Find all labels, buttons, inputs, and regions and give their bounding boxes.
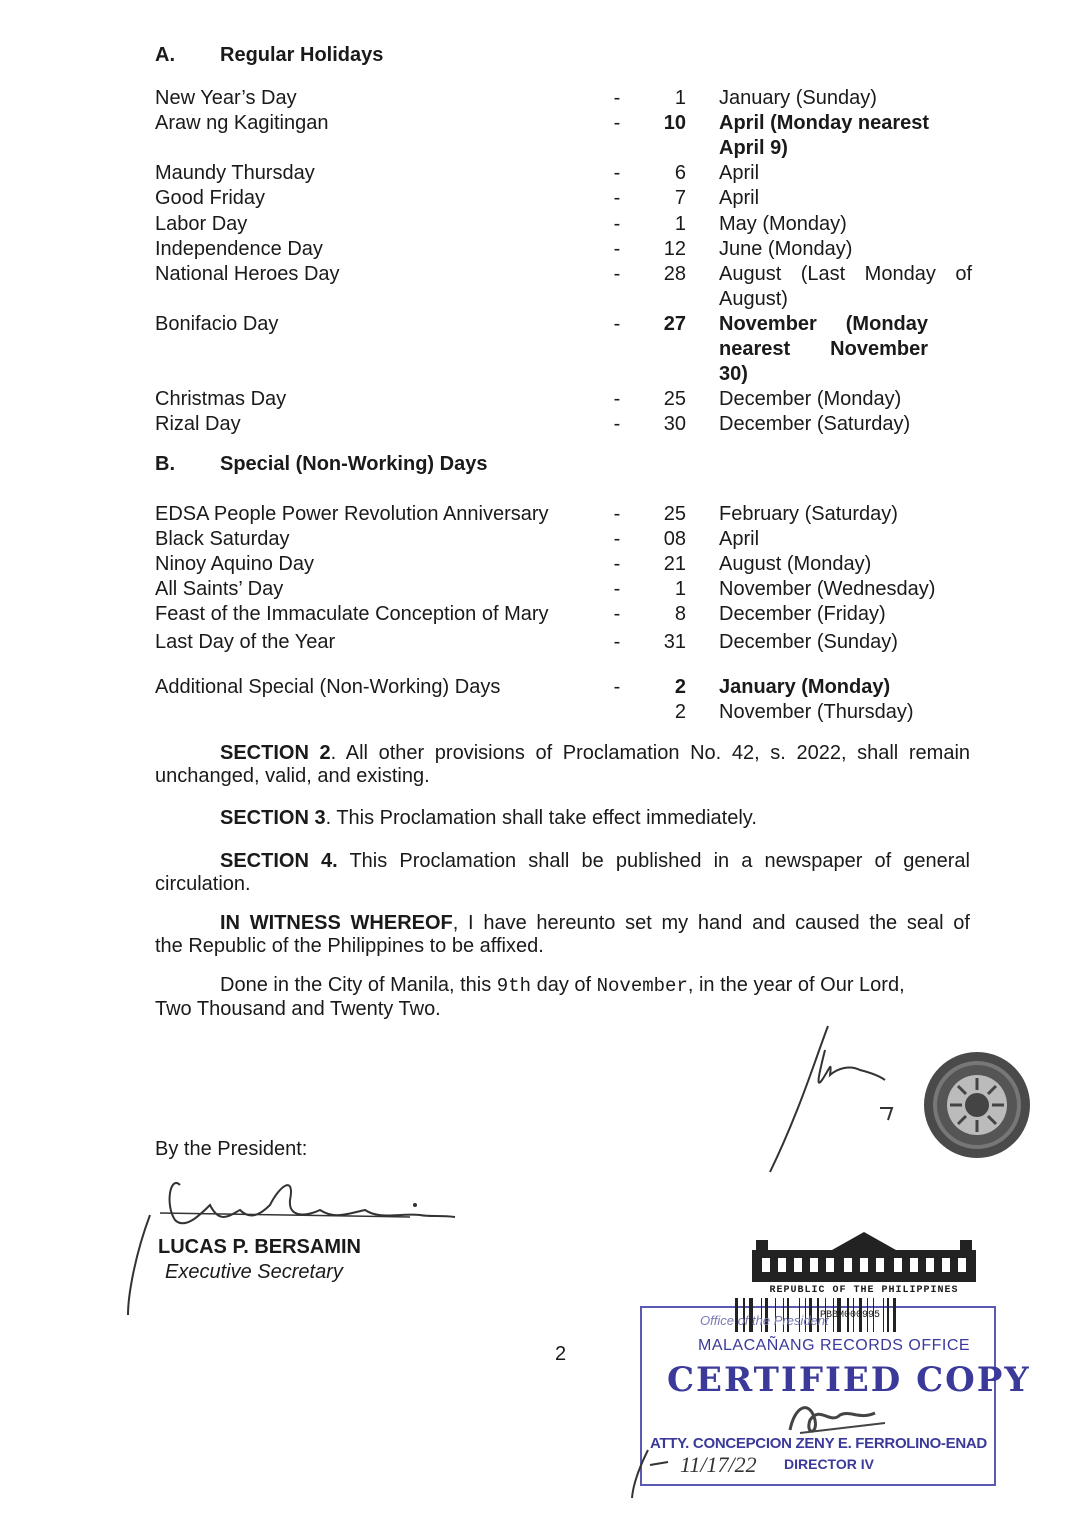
stamp-certified: CERTIFIED COPY [667, 1360, 1031, 1400]
holiday-name: Bonifacio Day [155, 313, 279, 335]
holiday-month: April (Monday nearest [719, 112, 930, 134]
holiday-day: 25 [663, 503, 686, 525]
stamp-republic: REPUBLIC OF THE PHILIPPINES [769, 1285, 959, 1296]
section-2-line2: unchanged, valid, and existing. [155, 765, 430, 787]
section-4-text: This Proclamation shall be published in a newspaper of general [337, 850, 970, 872]
stamp-office: MALACAÑANG RECORDS OFFICE [698, 1337, 971, 1354]
initials-mark [628, 1440, 688, 1502]
holiday-month: April [719, 528, 760, 550]
president-signature [760, 1020, 920, 1180]
done-paragraph [155, 974, 970, 1021]
section-a-title: Regular Holidays [220, 44, 384, 66]
holiday-month: November (Thursday) [719, 701, 914, 723]
holiday-name: National Heroes Day [155, 263, 340, 285]
witness-text: , I have hereunto set my hand and caused the seal of [452, 912, 970, 934]
holiday-name: Independence Day [155, 238, 323, 260]
stamp-office-line: Office of the President [700, 1313, 829, 1328]
witness-label: IN WITNESS WHEREOF [220, 912, 453, 934]
stamp-attorney: ATTY. CONCEPCION ZENY E. FERROLINO-ENAD [650, 1435, 987, 1452]
dash: - [613, 162, 621, 184]
signatory-title: Executive Secretary [165, 1261, 343, 1283]
holiday-name: Ninoy Aquino Day [155, 553, 314, 575]
section-4-paragraph [155, 850, 970, 896]
holiday-name: Black Saturday [155, 528, 290, 550]
holiday-name: Feast of the Immaculate Conception of Mary [155, 603, 549, 625]
holiday-name: Labor Day [155, 213, 248, 235]
section-4-line [155, 850, 970, 873]
holiday-day: 1 [674, 87, 686, 109]
holiday-day: 27 [663, 313, 686, 335]
section-4-line2: circulation. [155, 873, 251, 895]
done-line2: Two Thousand and Twenty Two. [155, 998, 441, 1020]
holiday-name: All Saints’ Day [155, 578, 284, 600]
holiday-month: January (Sunday) [719, 87, 877, 109]
dash: - [613, 631, 621, 653]
dash: - [613, 112, 621, 134]
dash: - [613, 528, 621, 550]
holiday-month: December (Monday) [719, 388, 902, 410]
holiday-month: April [719, 187, 760, 209]
holiday-month: December (Friday) [719, 603, 886, 625]
holiday-name: EDSA People Power Revolution Anniversary [155, 503, 549, 525]
holiday-day: 28 [663, 263, 686, 285]
done-line [155, 974, 970, 998]
witness-line [155, 912, 970, 935]
holiday-name: Additional Special (Non-Working) Days [155, 676, 501, 698]
done-day: 9th [496, 975, 532, 997]
done-pre: Done in the City of Manila, this [220, 974, 497, 996]
section-2-paragraph [155, 742, 970, 788]
dash: - [613, 313, 621, 335]
stamp-barcode-number: PBBM000995 [820, 1310, 881, 1321]
section-2-line [155, 742, 970, 765]
holiday-day: 30 [663, 413, 686, 435]
page-number: 2 [555, 1343, 567, 1365]
holiday-name: Last Day of the Year [155, 631, 336, 653]
holiday-day: 2 [674, 701, 686, 723]
holiday-name: Christmas Day [155, 388, 287, 410]
holiday-month-cont: nearest November [719, 338, 928, 360]
holiday-month: December (Saturday) [719, 413, 911, 435]
holiday-month: February (Saturday) [719, 503, 898, 525]
holiday-day: 10 [663, 112, 686, 134]
holiday-day: 1 [674, 578, 686, 600]
section-3-label: SECTION 3 [220, 807, 326, 829]
holiday-day: 1 [674, 213, 686, 235]
dash: - [613, 87, 621, 109]
dash: - [613, 553, 621, 575]
witness-paragraph [155, 912, 970, 958]
holiday-month: December (Sunday) [719, 631, 898, 653]
malacanang-building-icon [752, 1228, 976, 1284]
section-4-label: SECTION 4. [220, 850, 338, 872]
holiday-month-cont: 30) [719, 363, 748, 385]
holiday-day: 7 [674, 187, 686, 209]
holiday-month: November (Monday [719, 313, 928, 335]
holiday-month: August (Monday) [719, 553, 872, 575]
dash: - [613, 187, 621, 209]
done-mid: day of [531, 974, 597, 996]
signatory-name: LUCAS P. BERSAMIN [158, 1236, 361, 1258]
dash: - [613, 388, 621, 410]
stamp-position: DIRECTOR IV [784, 1456, 874, 1472]
section-a-letter: A. [155, 44, 175, 66]
dash: - [613, 213, 621, 235]
dash: - [613, 263, 621, 285]
holiday-month: June (Monday) [719, 238, 853, 260]
holiday-month: November (Wednesday) [719, 578, 936, 600]
dash: - [613, 503, 621, 525]
director-signature [780, 1395, 890, 1440]
holiday-name: Maundy Thursday [155, 162, 315, 184]
holiday-day: 25 [663, 388, 686, 410]
holiday-month: January (Monday) [719, 676, 891, 698]
witness-line2: the Republic of the Philippines to be affixed. [155, 935, 544, 957]
done-month: November [596, 975, 688, 997]
holiday-day: 8 [674, 603, 686, 625]
holiday-day: 6 [674, 162, 686, 184]
holiday-day: 2 [674, 676, 686, 698]
holiday-month: May (Monday) [719, 213, 847, 235]
holiday-day: 31 [663, 631, 686, 653]
holiday-month: April [719, 162, 760, 184]
holiday-name: Araw ng Kagitingan [155, 112, 329, 134]
holiday-month-cont: April 9) [719, 137, 788, 159]
presidential-seal [922, 1050, 1032, 1160]
holiday-name: Rizal Day [155, 413, 241, 435]
stamp-date: 11/17/22 [680, 1452, 757, 1477]
section-b-title: Special (Non-Working) Days [220, 453, 488, 475]
section-3-text: . This Proclamation shall take effect immediately. [325, 807, 757, 829]
dash: - [613, 676, 621, 698]
holiday-month: August (Last Monday of [719, 263, 972, 285]
holiday-day: 12 [663, 238, 686, 260]
section-2-text: . All other provisions of Proclamation No. 42, s. 2022, shall remain [330, 742, 971, 764]
section-2-label: SECTION 2 [220, 742, 331, 764]
dash: - [613, 413, 621, 435]
holiday-day: 08 [663, 528, 686, 550]
section-3-paragraph [220, 807, 757, 830]
dash: - [613, 603, 621, 625]
holiday-day: 21 [663, 553, 686, 575]
by-the-president: By the President: [155, 1138, 308, 1160]
dash: - [613, 578, 621, 600]
done-post: , in the year of Our Lord, [687, 974, 905, 996]
section-b-letter: B. [155, 453, 175, 475]
holiday-name: Good Friday [155, 187, 266, 209]
holiday-name: New Year’s Day [155, 87, 297, 109]
holiday-month-cont: August) [719, 288, 788, 310]
dash: - [613, 238, 621, 260]
